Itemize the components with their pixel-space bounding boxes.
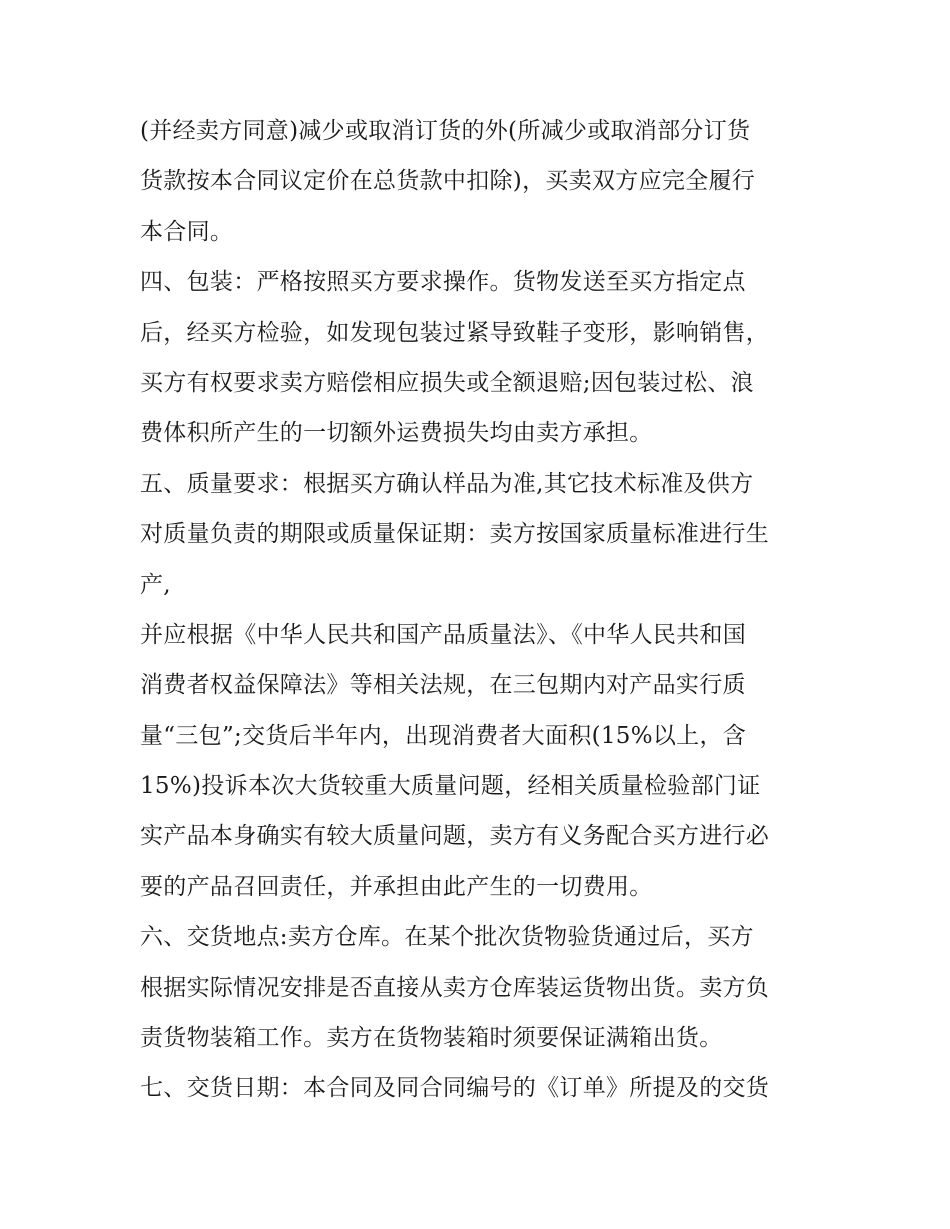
section-heading-delivery-location: 六、交货地点:卖方仓库。在某个批次货物验货通过后，买方 (140, 924, 754, 951)
section-heading-quality: 五、质量要求：根据买方确认样品为准,其它技术标准及供方 (140, 470, 754, 497)
text-line: 对质量负责的期限或质量保证期：卖方按国家质量标准进行生 (140, 521, 770, 548)
text-line: 费体积所产生的一切额外运费损失均由卖方承担。 (140, 420, 653, 447)
text-line: 责货物装箱工作。卖方在货物装箱时须要保证满箱出货。 (140, 1025, 723, 1052)
text-line: 产, (140, 571, 171, 598)
text-line: 量“三包”;交货后半年内，出现消费者大面积(15%以上，含 (140, 722, 747, 749)
section-heading-delivery-date: 七、交货日期：本合同及同合同编号的《订单》所提及的交货 (140, 1075, 770, 1102)
text-line: 本合同。 (140, 218, 234, 245)
text-line: 后，经买方检验，如发现包装过紧导致鞋子变形，影响销售， (140, 319, 770, 346)
text-line: 根据实际情况安排是否直接从卖方仓库装运货物出货。卖方负 (140, 974, 770, 1001)
text-line: 消费者权益保障法》等相关法规，在三包期内对产品实行质 (140, 672, 746, 699)
text-line: 买方有权要求卖方赔偿相应损失或全额退赔;因包装过松、浪 (140, 369, 754, 396)
text-line: 实产品本身确实有较大质量问题，卖方有义务配合买方进行必 (140, 823, 770, 850)
text-line: 15%)投诉本次大货较重大质量问题，经相关质量检验部门证 (140, 773, 761, 800)
contract-text-body (140, 106, 820, 1114)
text-line: 要的产品召回责任，并承担由此产生的一切费用。 (140, 873, 653, 900)
text-line: 并应根据《中华人民共和国产品质量法》、《中华人民共和国 (140, 621, 747, 648)
text-line: 货款按本合同议定价在总货款中扣除)，买卖双方应完全履行 (140, 168, 756, 195)
text-line: (并经卖方同意)减少或取消订货的外(所减少或取消部分订货 (140, 118, 751, 144)
section-heading-packaging: 四、包装：严格按照买方要求操作。货物发送至买方指定点 (140, 269, 746, 296)
